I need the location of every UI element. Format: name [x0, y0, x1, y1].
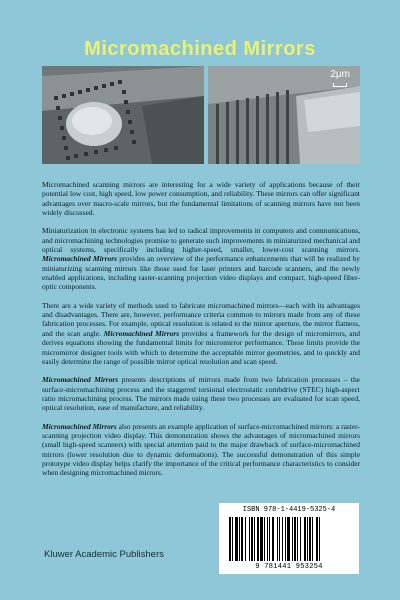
scale-bar	[333, 83, 347, 87]
publisher-name: Kluwer Academic Publishers	[44, 549, 164, 560]
book-title-inline: Micromachined Mirrors	[42, 254, 117, 264]
text-run: There are a wide variety of methods used to fabricate micromachined mirrors—each with its advantages and disadvantages. There are, however, performance criteria common to mirrors made from any of these fabrication processes. For example, optical resolution is related to the mirror aperture, the mirror flatness, and the scan angle.	[42, 300, 360, 338]
barcode-block	[219, 503, 359, 574]
description-text	[42, 180, 360, 487]
description-paragraph	[42, 375, 360, 412]
scale-bar-label: 2μm	[330, 69, 350, 80]
text-run: Miniaturization in electronic systems has led to radical improvements in computers and communications, and micromachining technologies promise to generate such improvements in miniaturized mechanical and optical systems, specifically including higher-speed, smaller, lower-cost scanning mirrors.	[42, 226, 360, 255]
description-paragraph	[42, 301, 360, 366]
combdrive-image	[208, 66, 360, 164]
ean-number: 9 781441 953254	[255, 563, 323, 571]
description-paragraph	[42, 422, 360, 478]
book-title: Micromachined Mirrors	[84, 38, 316, 60]
book-title-inline: Micromachined Mirrors	[42, 375, 119, 385]
book-title-inline: Micromachined Mirrors	[42, 421, 117, 431]
micromirror-photo-left	[42, 66, 204, 164]
text-run: provides an overview of the performance enhancements that will be realized by miniaturizing scanning mirrors like those used for laser printers and barcode scanners, and the newly enabled applications, including raster-scanning projection video displays and compact, high-speed fiber-optic components.	[42, 254, 360, 292]
barcode-icon	[227, 517, 351, 563]
text-run: Micromachined scanning mirrors are interesting for a wide variety of applications because of their potential low cost, high speed, low power consumption, and reliability. These mirrors can offer significant advantages over macro-scale mirrors, but the fundamental limitations of scanning mirrors have not been widely discussed.	[42, 180, 360, 218]
micromirror-photo-right	[208, 66, 360, 164]
text-run: also presents an example application of surface-micromachined mirrors: a raster-scanning projection video display. This demonstration shows the advantages of micromachined mirrors (small high-speed scanners) with special attention paid to the major drawback of surface-micromachined mirrors (lower resolution due to dynamic deformations). The successful demonstration of this simple prototype video display helps clarify the importance of the critical performance characteristics to consider when designing micromachined mirrors.	[42, 421, 360, 478]
description-paragraph	[42, 180, 360, 217]
description-paragraph	[42, 226, 360, 291]
text-run: presents descriptions of mirrors made from two fabrication processes – the surface-micromachining process and the staggered torsional electrostatic combdrive (STEC) high-aspect ratio micromachining process. The mirrors made using these two processes are evaluated for scan speed, optical resolution, ease of manufacture, and reliability.	[42, 375, 360, 413]
book-title-inline: Micromachined Mirrors	[103, 328, 180, 338]
micromirror-array-image	[42, 66, 204, 164]
isbn-label: ISBN 978-1-4419-5325-4	[242, 506, 336, 514]
text-run: provides a framework for the design of micromirrors, and derives equations showing the fundamental limits for micromirror performance. These limits provide the micromirror designer tools with which to determine the acceptable mirror geometries, and to quickly and easily determine the range of possible mirror optical resolution and scan speed.	[42, 328, 360, 366]
